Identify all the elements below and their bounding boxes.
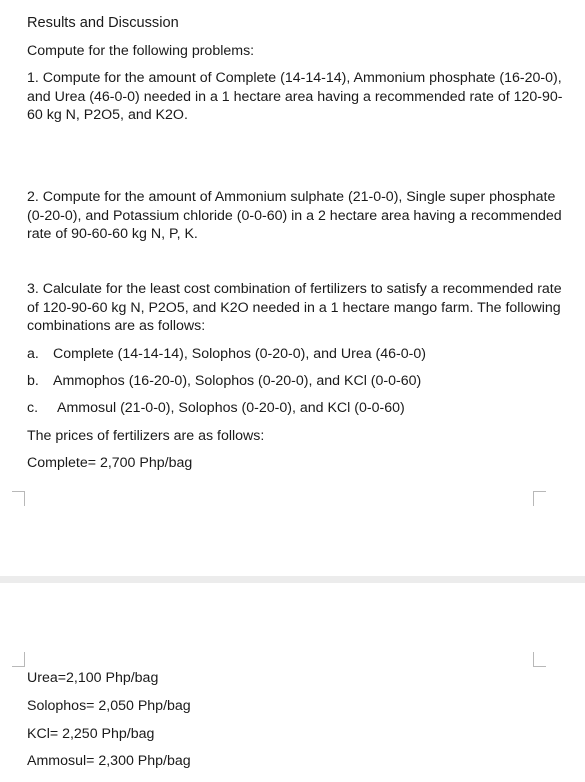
margin-corner-bottom-left xyxy=(12,652,25,667)
problem-3-text: 3. Calculate for the least cost combination of fertilizers to satisfy a recommended rate of 120-90-60 kg N, P2O5, and K2O needed in a 1 hectare mango farm. The following combinations are as follows: xyxy=(27,281,562,334)
option-b-text: Ammophos (16-20-0), Solophos (0-20-0), and KCl (0-0-60) xyxy=(53,373,422,389)
price-ammosul: Ammosul= 2,300 Php/bag xyxy=(27,753,191,769)
margin-corner-top-right xyxy=(533,491,546,506)
option-a xyxy=(27,345,426,363)
option-b xyxy=(27,372,421,390)
option-a-letter: a. xyxy=(27,346,39,362)
document-page-2 xyxy=(0,583,585,782)
margin-corner-bottom-right xyxy=(533,652,546,667)
prices-intro: The prices of fertilizers are as follows: xyxy=(27,428,265,444)
price-solophos: Solophos= 2,050 Php/bag xyxy=(27,698,191,714)
intro-text: Compute for the following problems: xyxy=(27,43,255,59)
price-kcl: KCl= 2,250 Php/bag xyxy=(27,726,155,742)
problem-1-text: 1. Compute for the amount of Complete (14-14-14), Ammonium phosphate (16-20-0), and Urea (46-0-0) needed in a 1 hectare area having a recommended rate of 120-90-60 kg N, P2O5, and K2O. xyxy=(27,70,563,123)
option-b-letter: b. xyxy=(27,373,39,389)
page-separator xyxy=(0,576,585,583)
section-heading: Results and Discussion xyxy=(27,15,179,31)
option-c-letter: c. xyxy=(27,400,39,416)
price-urea: Urea=2,100 Php/bag xyxy=(27,670,159,686)
price-complete: Complete= 2,700 Php/bag xyxy=(27,455,193,471)
option-c xyxy=(27,399,405,417)
option-c-text: Ammosul (21-0-0), Solophos (0-20-0), and KCl (0-0-60) xyxy=(57,400,405,416)
margin-corner-top-left xyxy=(12,491,25,506)
problem-2-text: 2. Compute for the amount of Ammonium sulphate (21-0-0), Single super phosphate (0-20-0), and Potassium chloride (0-0-60) in a 2 hectare area having a recommended rate of 90-60-60 kg N, P, K. xyxy=(27,189,562,242)
option-a-text: Complete (14-14-14), Solophos (0-20-0), and Urea (46-0-0) xyxy=(53,346,426,362)
